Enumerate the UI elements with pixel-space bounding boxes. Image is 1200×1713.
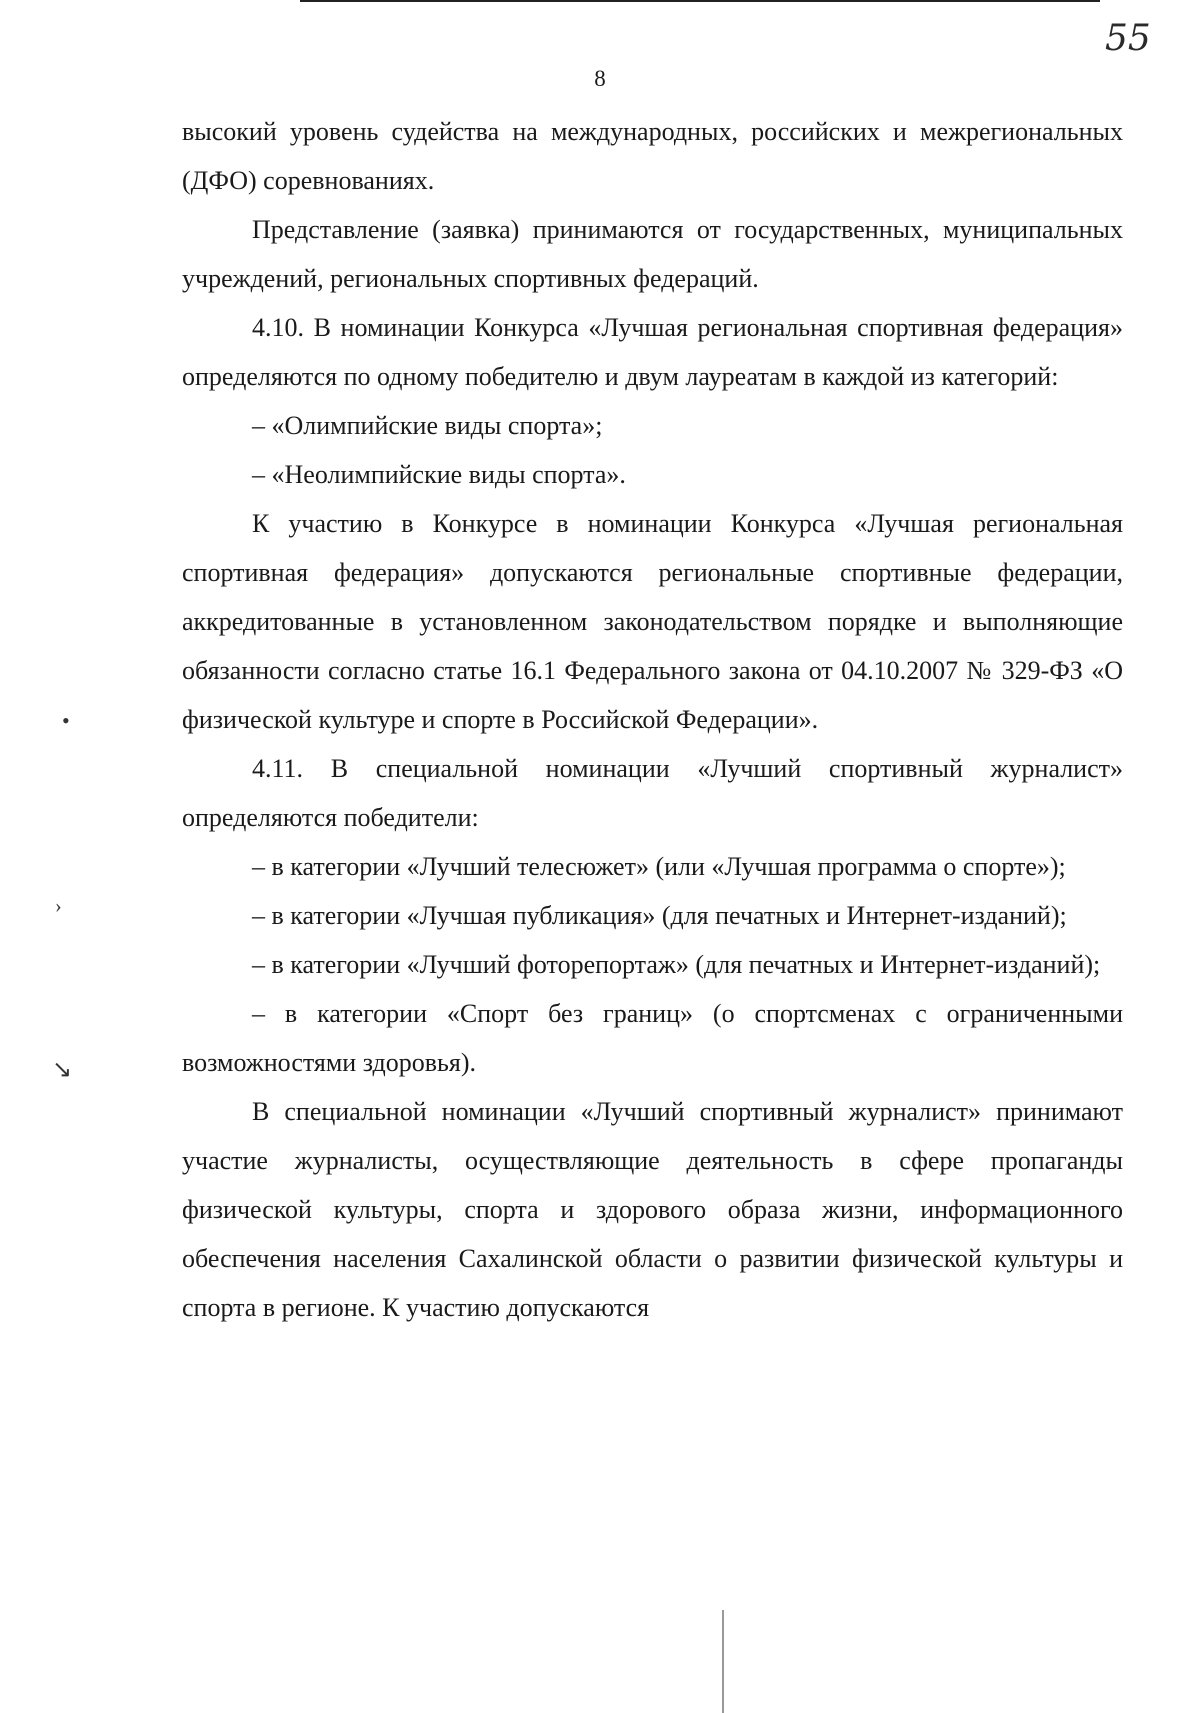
paragraph-submission: Представление (заявка) принимаются от государственных, муниципальных учреждений, региональных спортивных федераций. (182, 215, 1123, 293)
top-edge-rule (300, 0, 1100, 2)
paragraph-federation-eligibility: К участию в Конкурсе в номинации Конкурса «Лучшая региональная спортивная федерация» допускаются региональные спортивные федерации, аккредитованные в установленном законодательством порядке и выполняющие обязанности согласно статье 16.1 Федерального закона от 04.10.2007 № 329-ФЗ «О физической культуре и спорте в Российской Федерации». (182, 509, 1123, 734)
scan-speck-mark: › (55, 895, 62, 917)
list-item-photo-report: – в категории «Лучший фоторепортаж» (для печатных и Интернет-изданий); (252, 950, 1101, 979)
paragraph-journalist-eligibility: В специальной номинации «Лучший спортивный журналист» принимают участие журналисты, осуществляющие деятельность в сфере пропаганды физической культуры, спорта и здорового образа жизни, информационного обеспечения населения Сахалинской области о развитии физической культуры и спорта в регионе. К участию допускаются (182, 1097, 1123, 1322)
list-item-publication: – в категории «Лучшая публикация» (для печатных и Интернет-изданий); (252, 901, 1067, 930)
scan-speck-mark: ↘ (52, 1057, 73, 1083)
list-item-sport-without-borders: – в категории «Спорт без границ» (о спортсменах с ограниченными возможностями здоровья). (182, 999, 1123, 1077)
paragraph-section-4-10: 4.10. В номинации Конкурса «Лучшая региональная спортивная федерация» определяются по одному победителю и двум лауреатам в каждой из категорий: (182, 313, 1123, 391)
page-number: 8 (594, 66, 606, 91)
list-item-olympic: – «Олимпийские виды спорта»; (252, 411, 603, 440)
list-item-non-olympic: – «Неолимпийские виды спорта». (252, 460, 626, 489)
scan-artifact-line (722, 1610, 724, 1713)
scan-speck-mark: • (62, 708, 70, 733)
handwritten-sheet-number: 55 (1105, 18, 1151, 59)
paragraph-continuation: высокий уровень судейства на международных, российских и межрегиональных (ДФО) соревнованиях. (182, 117, 1123, 195)
paragraph-section-4-11: 4.11. В специальной номинации «Лучший спортивный журналист» определяются победители: (182, 754, 1123, 832)
list-item-tv-story: – в категории «Лучший телесюжет» (или «Лучшая программа о спорте»); (252, 852, 1066, 881)
document-body (182, 107, 1123, 1332)
